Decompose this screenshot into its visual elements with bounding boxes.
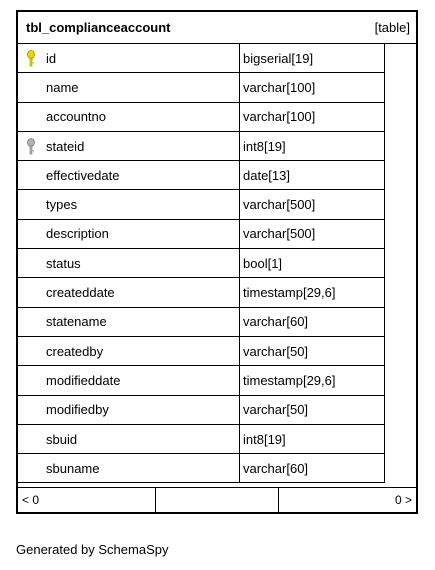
column-name bbox=[18, 396, 240, 424]
column-name-text: createdby bbox=[46, 343, 104, 359]
column-row[interactable] bbox=[18, 249, 384, 278]
column-name-text: sbuname bbox=[46, 460, 100, 476]
column-type: timestamp[29,6] bbox=[243, 285, 336, 301]
column-type: varchar[50] bbox=[243, 402, 309, 418]
column-name-text: effectivedate bbox=[46, 167, 120, 183]
column-row[interactable] bbox=[18, 132, 384, 161]
column-name-text: name bbox=[46, 79, 79, 95]
primary-key-icon bbox=[25, 50, 39, 67]
column-row[interactable] bbox=[18, 190, 384, 219]
column-name bbox=[18, 132, 240, 160]
column-name bbox=[18, 73, 240, 101]
column-type: varchar[60] bbox=[243, 314, 309, 330]
column-type: varchar[500] bbox=[243, 226, 316, 242]
footer-spacer bbox=[156, 488, 279, 512]
column-name bbox=[18, 366, 240, 394]
column-name-text: statename bbox=[46, 314, 107, 330]
column-name bbox=[18, 278, 240, 306]
column-name-text: modifieddate bbox=[46, 372, 121, 388]
table-name: tbl_complianceaccount bbox=[26, 20, 171, 35]
column-row[interactable] bbox=[18, 44, 384, 73]
column-name-text: types bbox=[46, 197, 78, 213]
column-name bbox=[18, 425, 240, 453]
column-type: varchar[500] bbox=[243, 197, 316, 213]
column-name bbox=[18, 454, 240, 482]
table-footer bbox=[18, 487, 416, 512]
column-name bbox=[18, 161, 240, 189]
column-name bbox=[18, 249, 240, 277]
column-row[interactable] bbox=[18, 396, 384, 425]
column-row[interactable] bbox=[18, 308, 384, 337]
column-name-text: modifiedby bbox=[46, 402, 109, 418]
column-row[interactable] bbox=[18, 425, 384, 454]
column-name bbox=[18, 190, 240, 218]
column-row[interactable] bbox=[18, 278, 384, 307]
column-row[interactable] bbox=[18, 103, 384, 132]
column-row[interactable] bbox=[18, 220, 384, 249]
column-type: timestamp[29,6] bbox=[243, 372, 336, 388]
table-type-label: [table] bbox=[374, 20, 410, 35]
generated-by-note: Generated by SchemaSpy bbox=[16, 542, 169, 557]
column-list bbox=[18, 44, 385, 483]
column-row[interactable] bbox=[18, 73, 384, 102]
column-name bbox=[18, 44, 240, 72]
column-name bbox=[18, 337, 240, 365]
column-type: varchar[100] bbox=[243, 79, 316, 95]
column-type: bigserial[19] bbox=[243, 50, 314, 66]
child-count[interactable]: 0 > bbox=[394, 493, 412, 507]
column-row[interactable] bbox=[18, 454, 384, 483]
column-type: varchar[60] bbox=[243, 460, 309, 476]
column-name-text: status bbox=[46, 255, 81, 271]
column-name-text: stateid bbox=[46, 138, 85, 154]
column-row[interactable] bbox=[18, 366, 384, 395]
column-row[interactable] bbox=[18, 161, 384, 190]
column-type: bool[1] bbox=[243, 255, 283, 271]
foreign-key-icon bbox=[25, 138, 39, 155]
table-header bbox=[18, 12, 416, 44]
column-name bbox=[18, 103, 240, 131]
column-name bbox=[18, 220, 240, 248]
column-name bbox=[18, 308, 240, 336]
column-name-text: accountno bbox=[46, 109, 106, 125]
column-type: varchar[50] bbox=[243, 343, 309, 359]
column-type: int8[19] bbox=[243, 138, 286, 154]
column-type: varchar[100] bbox=[243, 109, 316, 125]
column-name-text: description bbox=[46, 226, 109, 242]
entity-table bbox=[16, 10, 418, 514]
parent-count[interactable]: < 0 bbox=[18, 488, 156, 512]
column-name-text: createddate bbox=[46, 285, 115, 301]
column-name-text: sbuid bbox=[46, 431, 78, 447]
column-type: date[13] bbox=[243, 167, 290, 183]
column-name-text: id bbox=[46, 50, 57, 66]
column-row[interactable] bbox=[18, 337, 384, 366]
column-type: int8[19] bbox=[243, 431, 286, 447]
